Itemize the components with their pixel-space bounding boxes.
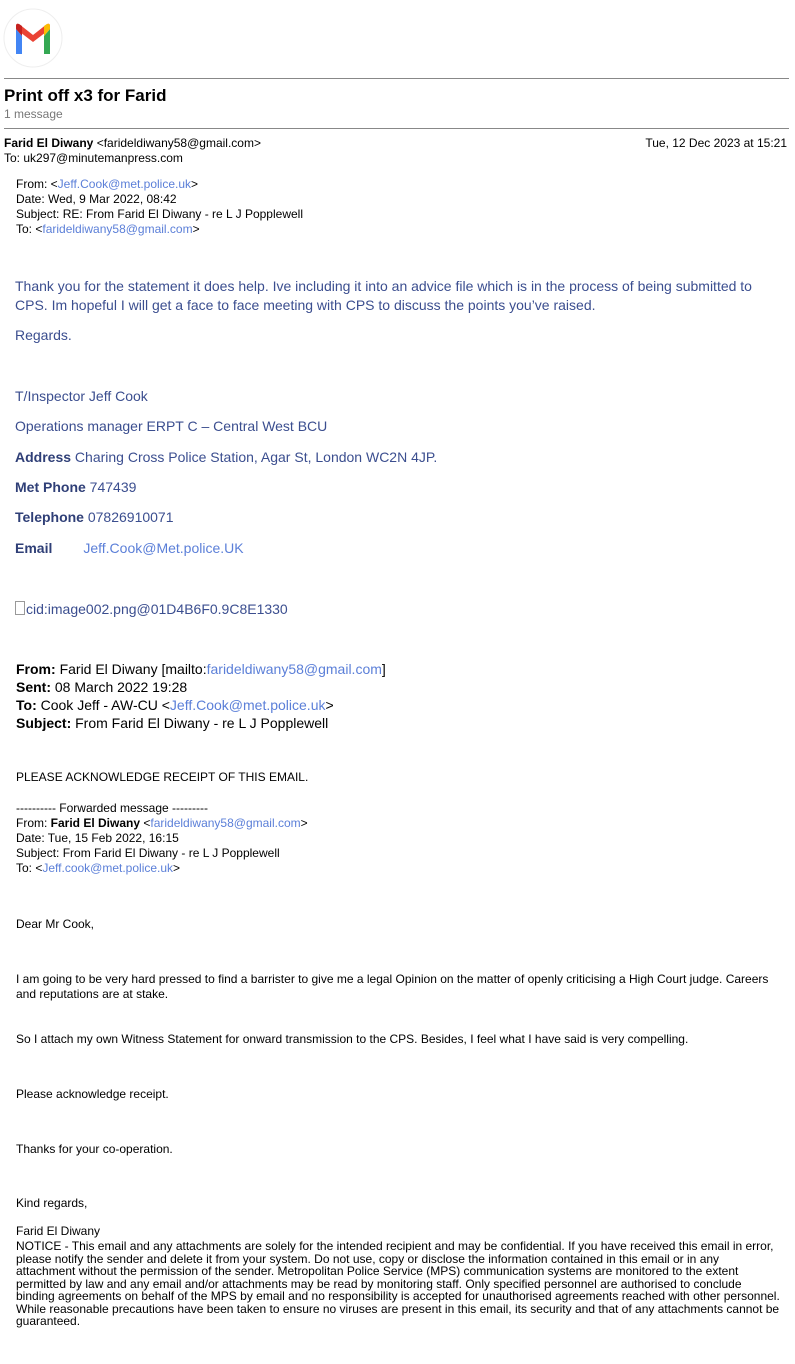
gmail-logo: [3, 8, 63, 68]
outlook-to: To: Cook Jeff - AW-CU <Jeff.Cook@met.police.uk>: [16, 697, 334, 713]
signature-role: Operations manager ERPT C – Central West BCU: [15, 418, 328, 434]
outlook-header: [16, 660, 386, 732]
forwarded-to-link[interactable]: Jeff.cook@met.police.uk: [42, 861, 174, 875]
legal-notice: NOTICE - This email and any attachments are solely for the intended recipient and may be confidential. If you have received this email in error, please notify the sender and delete it from your system. Do not use, copy or disclose the information contained in this email or in any attachment without the permission of the sender. Metropolitan Police Service (MPS) communication systems are monitored to the extent permitted by law and any email and/or attachments may be read by monitoring staff. Only specified personnel are authorised to conclude binding agreements on behalf of the MPS by email and no responsibility is accepted for unauthorised agreements reached with other personnel. While reasonable precautions have been taken to ensure no viruses are present in this email, its security and that of any attachments cannot be guaranteed.: [16, 1239, 780, 1328]
message-date: Tue, 12 Dec 2023 at 15:21: [645, 136, 787, 150]
message-count: 1 message: [4, 107, 63, 121]
broken-image-icon: [15, 601, 25, 615]
signature-name: T/Inspector Jeff Cook: [15, 388, 148, 404]
quoted-from-link[interactable]: Jeff.Cook@met.police.uk: [57, 177, 192, 191]
forwarded-date: Date: Tue, 15 Feb 2022, 16:15: [16, 831, 179, 845]
divider: [4, 78, 789, 79]
outlook-subject: Subject: From Farid El Diwany - re L J Popplewell: [16, 715, 329, 731]
sender-email: <farideldiwany58@gmail.com>: [96, 136, 261, 150]
forwarded-title: ---------- Forwarded message ---------: [16, 801, 208, 815]
message-recipient: To: uk297@minutemanpress.com: [4, 151, 183, 165]
sender-line: [4, 136, 261, 150]
letter-signature: Farid El Diwany: [16, 1224, 101, 1238]
quoted-to: To: <farideldiwany58@gmail.com>: [16, 222, 200, 236]
sender-name: Farid El Diwany: [4, 136, 94, 150]
forwarded-header: [16, 801, 308, 876]
quoted-header: [16, 177, 303, 237]
acknowledge-request: PLEASE ACKNOWLEDGE RECEIPT OF THIS EMAIL.: [16, 770, 309, 784]
outlook-to-link[interactable]: Jeff.Cook@met.police.uk: [169, 697, 326, 713]
letter-closing: Kind regards,: [16, 1196, 88, 1210]
letter-greeting: Dear Mr Cook,: [16, 917, 95, 931]
letter-paragraph: So I attach my own Witness Statement for onward transmission to the CPS. Besides, I feel what I have said is very compelling.: [16, 1032, 689, 1046]
forwarded-from-link[interactable]: farideldiwany58@gmail.com: [150, 816, 301, 830]
reply-regards: Regards.: [15, 327, 72, 343]
quoted-date: Date: Wed, 9 Mar 2022, 08:42: [16, 192, 177, 206]
forwarded-from: From: Farid El Diwany <farideldiwany58@gmail.com>: [16, 816, 308, 830]
quoted-subject: Subject: RE: From Farid El Diwany - re L J Popplewell: [16, 207, 303, 221]
reply-body: Thank you for the statement it does help. Ive including it into an advice file which is in the process of being submitted to CPS. Im hopeful I will get a face to face meeting with CPS to discuss the points you’ve raised.: [15, 278, 752, 313]
thread-subject: Print off x3 for Farid: [4, 86, 167, 105]
outlook-sent: Sent: 08 March 2022 19:28: [16, 679, 188, 695]
quoted-to-link[interactable]: farideldiwany58@gmail.com: [42, 222, 193, 236]
signature-email: Email Jeff.Cook@Met.police.UK: [15, 540, 244, 556]
letter-paragraph: Please acknowledge receipt.: [16, 1087, 169, 1101]
signature-address: Address Charing Cross Police Station, Agar St, London WC2N 4JP.: [15, 449, 438, 465]
letter-paragraph: I am going to be very hard pressed to find a barrister to give me a legal Opinion on the matter of openly criticising a High Court judge. Careers and reputations are at stake.: [16, 972, 769, 1001]
quoted-from: From: <Jeff.Cook@met.police.uk>: [16, 177, 199, 191]
forwarded-subject: Subject: From Farid El Diwany - re L J Popplewell: [16, 846, 280, 860]
divider: [4, 128, 789, 129]
broken-image: cid:image002.png@01D4B6F0.9C8E1330: [15, 600, 288, 619]
letter-paragraph: Thanks for your co-operation.: [16, 1142, 173, 1156]
signature-email-link[interactable]: Jeff.Cook@Met.police.UK: [83, 540, 244, 556]
signature-met-phone: Met Phone 747439: [15, 479, 137, 495]
outlook-from-link[interactable]: farideldiwany58@gmail.com: [206, 661, 382, 677]
signature-telephone: Telephone 07826910071: [15, 509, 174, 525]
forwarded-to: To: <Jeff.cook@met.police.uk>: [16, 861, 181, 875]
outlook-from: From: Farid El Diwany [mailto:farideldiwany58@gmail.com]: [16, 661, 386, 677]
